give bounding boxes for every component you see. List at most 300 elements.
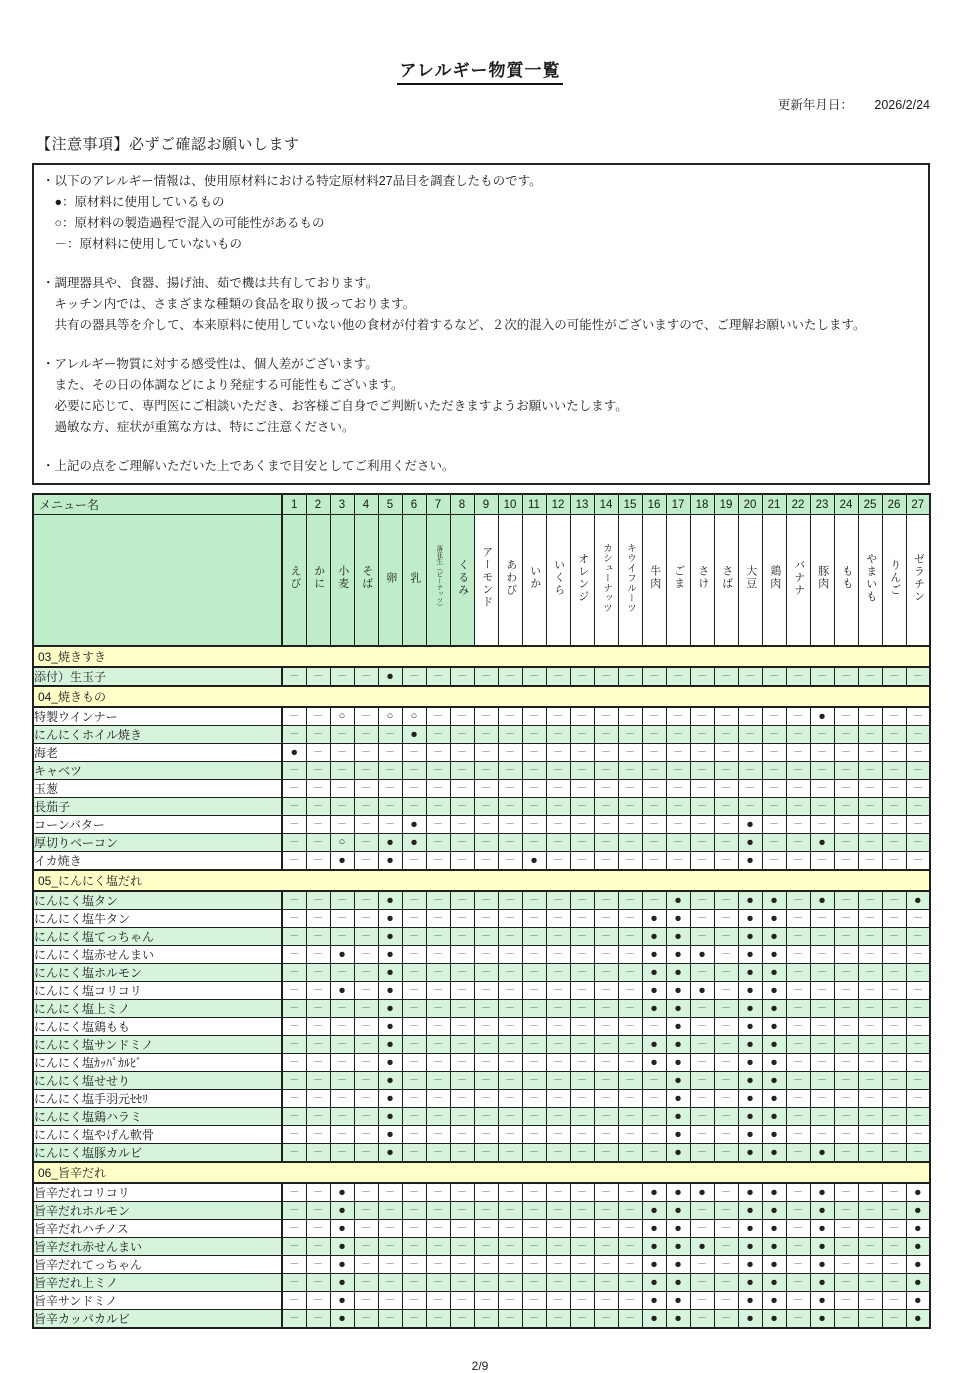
allergen-mark-cell: － bbox=[282, 928, 306, 946]
allergen-name-cell bbox=[714, 515, 738, 647]
allergen-mark-cell: － bbox=[858, 928, 882, 946]
allergen-mark-cell: － bbox=[642, 1072, 666, 1090]
allergen-mark-cell: － bbox=[426, 964, 450, 982]
allergen-mark-cell: ● bbox=[402, 834, 426, 852]
menu-row bbox=[33, 762, 930, 780]
allergen-mark-cell: － bbox=[594, 1072, 618, 1090]
allergen-mark-cell: － bbox=[354, 982, 378, 1000]
allergen-mark-cell: － bbox=[282, 762, 306, 780]
allergen-mark-cell: － bbox=[282, 1310, 306, 1329]
updated-date-line bbox=[0, 95, 930, 113]
allergen-mark-cell: － bbox=[618, 1036, 642, 1054]
allergen-mark-cell: ● bbox=[666, 1072, 690, 1090]
allergen-mark-cell: － bbox=[858, 798, 882, 816]
allergen-mark-cell: － bbox=[426, 1220, 450, 1238]
allergen-mark-cell: － bbox=[714, 1310, 738, 1329]
allergen-mark-cell: － bbox=[282, 964, 306, 982]
allergen-mark-cell: － bbox=[570, 726, 594, 744]
allergen-mark-cell: － bbox=[498, 964, 522, 982]
allergen-mark-cell: － bbox=[546, 798, 570, 816]
allergen-mark-cell: － bbox=[474, 1256, 498, 1274]
allergen-mark-cell: － bbox=[618, 1090, 642, 1108]
page-number: 2/9 bbox=[471, 1359, 489, 1373]
allergen-mark-cell: － bbox=[282, 1274, 306, 1292]
allergen-mark-cell: － bbox=[690, 780, 714, 798]
menu-row bbox=[33, 816, 930, 834]
allergen-mark-cell: － bbox=[906, 1018, 930, 1036]
allergen-mark-cell: － bbox=[882, 1183, 906, 1202]
allergen-mark-cell: ● bbox=[738, 891, 762, 910]
allergen-mark-cell: － bbox=[474, 1292, 498, 1310]
allergen-mark-cell: － bbox=[546, 982, 570, 1000]
allergen-mark-cell: － bbox=[474, 1018, 498, 1036]
allergen-mark-cell: － bbox=[522, 798, 546, 816]
allergen-mark-cell: ● bbox=[642, 1054, 666, 1072]
notice-line: 必要に応じて、専門医にご相談いただき、お客様ご自身でご判断いただきますようお願いいたします。 bbox=[42, 399, 628, 413]
allergen-mark-cell: － bbox=[354, 816, 378, 834]
menu-row bbox=[33, 744, 930, 762]
allergen-mark-cell: － bbox=[426, 1292, 450, 1310]
allergen-mark-cell: － bbox=[858, 1202, 882, 1220]
allergen-number-cell: 20 bbox=[738, 494, 762, 515]
allergen-mark-cell: － bbox=[858, 1054, 882, 1072]
allergen-mark-cell: － bbox=[474, 834, 498, 852]
allergen-mark-cell: － bbox=[426, 726, 450, 744]
allergen-mark-cell: － bbox=[714, 964, 738, 982]
allergen-mark-cell: ● bbox=[642, 1274, 666, 1292]
allergen-mark-cell: － bbox=[522, 834, 546, 852]
allergen-mark-cell: － bbox=[714, 744, 738, 762]
allergen-mark-cell: － bbox=[786, 1292, 810, 1310]
allergen-name-vertical-text: 落花生（ピーナッツ） bbox=[435, 545, 443, 610]
allergen-mark-cell: － bbox=[594, 928, 618, 946]
allergen-mark-cell: － bbox=[306, 1238, 330, 1256]
allergen-mark-cell: － bbox=[762, 707, 786, 726]
allergen-mark-cell: － bbox=[906, 910, 930, 928]
allergen-mark-cell: － bbox=[570, 1310, 594, 1329]
allergen-mark-cell: － bbox=[570, 1144, 594, 1163]
allergen-mark-cell: － bbox=[354, 798, 378, 816]
allergen-number-cell: 15 bbox=[618, 494, 642, 515]
allergen-mark-cell: － bbox=[594, 1000, 618, 1018]
allergen-table-body bbox=[33, 646, 930, 1328]
allergen-mark-cell: － bbox=[498, 816, 522, 834]
allergen-mark-cell: － bbox=[810, 1090, 834, 1108]
menu-name-cell: にんにく塩サンドミノ bbox=[33, 1036, 282, 1054]
allergen-mark-cell: － bbox=[714, 798, 738, 816]
allergen-mark-cell: － bbox=[906, 1000, 930, 1018]
allergen-mark-cell: － bbox=[882, 744, 906, 762]
allergen-mark-cell: － bbox=[906, 928, 930, 946]
allergen-mark-cell: － bbox=[426, 1126, 450, 1144]
allergen-mark-cell: － bbox=[306, 1126, 330, 1144]
notice-line: ・調理器具や、食器、揚げ油、茹で機は共有しております。 bbox=[42, 276, 379, 290]
allergen-mark-cell: － bbox=[906, 780, 930, 798]
allergen-mark-cell: － bbox=[570, 1183, 594, 1202]
allergen-mark-cell: － bbox=[570, 780, 594, 798]
allergen-mark-cell: ● bbox=[738, 1144, 762, 1163]
allergen-mark-cell: － bbox=[522, 762, 546, 780]
allergen-mark-cell: － bbox=[354, 1202, 378, 1220]
allergen-mark-cell: － bbox=[594, 891, 618, 910]
allergen-mark-cell: － bbox=[786, 891, 810, 910]
allergen-name-cell bbox=[666, 515, 690, 647]
allergen-mark-cell: － bbox=[858, 1220, 882, 1238]
allergen-mark-cell: － bbox=[450, 928, 474, 946]
allergen-mark-cell: － bbox=[882, 852, 906, 871]
allergen-mark-cell: － bbox=[786, 1256, 810, 1274]
allergen-mark-cell: － bbox=[834, 744, 858, 762]
allergen-mark-cell: － bbox=[498, 891, 522, 910]
allergen-mark-cell: － bbox=[498, 707, 522, 726]
allergen-mark-cell: ● bbox=[906, 1292, 930, 1310]
allergen-mark-cell: ● bbox=[810, 1256, 834, 1274]
allergen-mark-cell: － bbox=[666, 834, 690, 852]
allergen-mark-cell: － bbox=[570, 852, 594, 871]
menu-name-cell: 旨辛だれ上ミノ bbox=[33, 1274, 282, 1292]
allergen-mark-cell: － bbox=[618, 1054, 642, 1072]
allergen-mark-cell: － bbox=[810, 946, 834, 964]
allergen-mark-cell: ● bbox=[738, 1036, 762, 1054]
allergen-mark-cell: － bbox=[546, 1238, 570, 1256]
allergen-name-cell bbox=[450, 515, 474, 647]
allergen-number-cell: 5 bbox=[378, 494, 402, 515]
allergen-mark-cell: － bbox=[642, 816, 666, 834]
allergen-mark-cell: － bbox=[498, 910, 522, 928]
allergen-mark-cell: － bbox=[618, 1183, 642, 1202]
allergen-mark-cell: － bbox=[450, 1202, 474, 1220]
allergen-mark-cell: － bbox=[594, 1126, 618, 1144]
allergen-mark-cell: － bbox=[882, 1108, 906, 1126]
allergen-name-cell bbox=[402, 515, 426, 647]
allergen-mark-cell: － bbox=[594, 1054, 618, 1072]
allergen-mark-cell: ● bbox=[762, 910, 786, 928]
allergen-mark-cell: － bbox=[354, 707, 378, 726]
allergen-mark-cell: － bbox=[882, 816, 906, 834]
allergen-mark-cell: － bbox=[618, 928, 642, 946]
allergen-mark-cell: － bbox=[354, 1238, 378, 1256]
allergen-mark-cell: － bbox=[570, 744, 594, 762]
allergen-mark-cell: － bbox=[402, 798, 426, 816]
allergen-mark-cell: ● bbox=[330, 982, 354, 1000]
allergen-mark-cell: － bbox=[522, 667, 546, 686]
allergen-mark-cell: － bbox=[282, 667, 306, 686]
allergen-mark-cell: － bbox=[618, 744, 642, 762]
allergen-mark-cell: － bbox=[882, 707, 906, 726]
allergen-mark-cell: － bbox=[690, 798, 714, 816]
allergen-mark-cell: － bbox=[402, 1000, 426, 1018]
allergen-mark-cell: － bbox=[546, 1292, 570, 1310]
updated-date-value: 2026/2/24 bbox=[874, 98, 930, 112]
allergen-mark-cell: － bbox=[546, 1072, 570, 1090]
allergen-mark-cell: － bbox=[498, 1000, 522, 1018]
allergen-mark-cell: － bbox=[402, 1036, 426, 1054]
allergen-mark-cell: ● bbox=[738, 1310, 762, 1329]
allergen-mark-cell: ● bbox=[378, 1108, 402, 1126]
allergen-mark-cell: － bbox=[306, 1220, 330, 1238]
allergen-mark-cell: － bbox=[714, 1126, 738, 1144]
allergen-mark-cell: － bbox=[834, 946, 858, 964]
allergen-number-cell: 23 bbox=[810, 494, 834, 515]
allergen-mark-cell: － bbox=[858, 891, 882, 910]
menu-row bbox=[33, 852, 930, 871]
allergen-mark-cell: ● bbox=[402, 816, 426, 834]
allergen-mark-cell: － bbox=[306, 928, 330, 946]
allergen-mark-cell: － bbox=[426, 1090, 450, 1108]
section-header-row bbox=[33, 646, 930, 667]
allergen-mark-cell: － bbox=[858, 1126, 882, 1144]
menu-row bbox=[33, 1126, 930, 1144]
menu-row bbox=[33, 667, 930, 686]
allergen-mark-cell: － bbox=[810, 816, 834, 834]
allergen-mark-cell: － bbox=[882, 1310, 906, 1329]
allergen-mark-cell: ● bbox=[378, 946, 402, 964]
allergen-mark-cell: － bbox=[834, 1144, 858, 1163]
allergen-mark-cell: － bbox=[450, 816, 474, 834]
allergen-mark-cell: － bbox=[450, 1220, 474, 1238]
allergen-mark-cell: － bbox=[354, 1072, 378, 1090]
menu-name-cell: イカ焼き bbox=[33, 852, 282, 871]
menu-row bbox=[33, 1090, 930, 1108]
allergen-mark-cell: － bbox=[522, 891, 546, 910]
allergen-mark-cell: － bbox=[570, 798, 594, 816]
allergen-mark-cell: － bbox=[498, 1202, 522, 1220]
allergen-mark-cell: － bbox=[498, 1018, 522, 1036]
allergen-mark-cell: － bbox=[450, 910, 474, 928]
allergen-mark-cell: － bbox=[882, 1054, 906, 1072]
allergen-mark-cell: － bbox=[450, 1238, 474, 1256]
allergen-mark-cell: ● bbox=[666, 928, 690, 946]
menu-name-cell: 旨辛だれハチノス bbox=[33, 1220, 282, 1238]
allergen-mark-cell: ● bbox=[762, 946, 786, 964]
allergen-mark-cell: － bbox=[546, 707, 570, 726]
allergen-mark-cell: － bbox=[594, 834, 618, 852]
allergen-mark-cell: － bbox=[642, 780, 666, 798]
allergen-number-cell: 17 bbox=[666, 494, 690, 515]
allergen-mark-cell: － bbox=[618, 1202, 642, 1220]
allergen-mark-cell: － bbox=[858, 762, 882, 780]
allergen-mark-cell: ● bbox=[642, 1292, 666, 1310]
allergen-mark-cell: － bbox=[474, 964, 498, 982]
allergen-mark-cell: － bbox=[786, 852, 810, 871]
allergen-mark-cell: － bbox=[354, 1018, 378, 1036]
allergen-mark-cell: － bbox=[522, 1292, 546, 1310]
allergen-mark-cell: － bbox=[666, 762, 690, 780]
allergen-mark-cell: － bbox=[522, 780, 546, 798]
allergen-mark-cell: － bbox=[834, 1072, 858, 1090]
allergen-mark-cell: － bbox=[306, 1072, 330, 1090]
allergen-mark-cell: － bbox=[642, 1018, 666, 1036]
allergen-number-cell: 8 bbox=[450, 494, 474, 515]
allergen-mark-cell: － bbox=[426, 1256, 450, 1274]
allergen-mark-cell: ● bbox=[762, 891, 786, 910]
allergen-mark-cell: － bbox=[498, 1220, 522, 1238]
allergen-mark-cell: － bbox=[522, 744, 546, 762]
allergen-mark-cell: ● bbox=[762, 1072, 786, 1090]
menu-name-cell: にんにく塩手羽元ｾｾﾘ bbox=[33, 1090, 282, 1108]
allergen-mark-cell: － bbox=[690, 707, 714, 726]
allergen-name-cell bbox=[690, 515, 714, 647]
allergen-mark-cell: － bbox=[282, 891, 306, 910]
allergen-mark-cell: － bbox=[690, 1292, 714, 1310]
allergen-name-vertical-text: えび bbox=[289, 565, 302, 590]
allergen-mark-cell: － bbox=[474, 1072, 498, 1090]
allergen-mark-cell: － bbox=[906, 946, 930, 964]
allergen-mark-cell: － bbox=[354, 780, 378, 798]
allergen-mark-cell: ● bbox=[738, 1108, 762, 1126]
allergen-mark-cell: ● bbox=[642, 1202, 666, 1220]
allergen-mark-cell: － bbox=[642, 834, 666, 852]
allergen-mark-cell: － bbox=[594, 798, 618, 816]
allergen-mark-cell: － bbox=[306, 798, 330, 816]
allergen-mark-cell: － bbox=[522, 1126, 546, 1144]
allergen-mark-cell: － bbox=[618, 816, 642, 834]
allergen-mark-cell: ● bbox=[378, 982, 402, 1000]
allergen-mark-cell: － bbox=[786, 744, 810, 762]
allergen-mark-cell: － bbox=[306, 946, 330, 964]
allergen-mark-cell: ● bbox=[762, 1018, 786, 1036]
allergen-number-cell: 21 bbox=[762, 494, 786, 515]
menu-row bbox=[33, 1220, 930, 1238]
allergen-mark-cell: － bbox=[330, 816, 354, 834]
allergen-mark-cell: ● bbox=[690, 946, 714, 964]
allergen-mark-cell: ● bbox=[666, 1036, 690, 1054]
allergen-mark-cell: － bbox=[882, 1202, 906, 1220]
allergen-mark-cell: － bbox=[378, 762, 402, 780]
allergen-mark-cell: － bbox=[426, 1202, 450, 1220]
allergen-mark-cell: － bbox=[402, 1220, 426, 1238]
allergen-mark-cell: － bbox=[858, 726, 882, 744]
allergen-mark-cell: － bbox=[450, 1108, 474, 1126]
allergen-mark-cell: － bbox=[690, 910, 714, 928]
allergen-mark-cell: － bbox=[786, 834, 810, 852]
allergen-mark-cell: － bbox=[402, 1018, 426, 1036]
allergen-mark-cell: － bbox=[714, 1108, 738, 1126]
allergen-mark-cell: － bbox=[690, 834, 714, 852]
allergen-mark-cell: － bbox=[834, 910, 858, 928]
allergen-mark-cell: － bbox=[330, 964, 354, 982]
allergen-mark-cell: － bbox=[858, 1036, 882, 1054]
allergen-mark-cell: － bbox=[834, 1054, 858, 1072]
allergen-mark-cell: ● bbox=[738, 1202, 762, 1220]
allergen-mark-cell: － bbox=[474, 744, 498, 762]
menu-name-cell: にんにくホイル焼き bbox=[33, 726, 282, 744]
allergen-mark-cell: － bbox=[618, 1108, 642, 1126]
allergen-mark-cell: － bbox=[810, 667, 834, 686]
allergen-mark-cell: ● bbox=[906, 1202, 930, 1220]
allergen-mark-cell: － bbox=[474, 1036, 498, 1054]
allergen-mark-cell: ● bbox=[642, 1036, 666, 1054]
allergen-mark-cell: － bbox=[858, 1238, 882, 1256]
menu-name-cell: にんにく塩赤せんまい bbox=[33, 946, 282, 964]
allergen-mark-cell: － bbox=[402, 780, 426, 798]
allergen-name-vertical-text: 豚肉 bbox=[816, 565, 829, 590]
allergen-mark-cell: ● bbox=[738, 964, 762, 982]
allergen-mark-cell: ● bbox=[666, 1108, 690, 1126]
allergen-mark-cell: － bbox=[714, 1274, 738, 1292]
allergen-mark-cell: ● bbox=[330, 852, 354, 871]
allergen-mark-cell: － bbox=[378, 744, 402, 762]
allergen-mark-cell: － bbox=[570, 1090, 594, 1108]
menu-name-cell: にんにく塩コリコリ bbox=[33, 982, 282, 1000]
menu-name-cell: 海老 bbox=[33, 744, 282, 762]
allergen-mark-cell: － bbox=[402, 1108, 426, 1126]
allergen-mark-cell: － bbox=[282, 1256, 306, 1274]
allergen-mark-cell: － bbox=[882, 982, 906, 1000]
allergen-mark-cell: ○ bbox=[378, 707, 402, 726]
allergen-mark-cell: － bbox=[594, 667, 618, 686]
allergen-mark-cell: ● bbox=[690, 1183, 714, 1202]
allergen-mark-cell: － bbox=[810, 1054, 834, 1072]
menu-row bbox=[33, 964, 930, 982]
allergen-mark-cell: － bbox=[570, 946, 594, 964]
allergen-mark-cell: ○ bbox=[330, 834, 354, 852]
allergen-mark-cell: － bbox=[858, 946, 882, 964]
allergen-mark-cell: － bbox=[594, 964, 618, 982]
menu-name-cell: にんにく塩豚カルビ bbox=[33, 1144, 282, 1163]
allergen-mark-cell: － bbox=[426, 780, 450, 798]
allergen-mark-cell: － bbox=[858, 964, 882, 982]
section-heading: 03_焼きすき bbox=[33, 646, 930, 667]
allergen-mark-cell: － bbox=[618, 762, 642, 780]
menu-name-cell: 添付）生玉子 bbox=[33, 667, 282, 686]
allergen-mark-cell: － bbox=[834, 1126, 858, 1144]
allergen-mark-cell: － bbox=[882, 910, 906, 928]
allergen-mark-cell: － bbox=[498, 1183, 522, 1202]
allergen-mark-cell: ● bbox=[762, 964, 786, 982]
allergen-mark-cell: － bbox=[642, 1108, 666, 1126]
allergen-number-cell: 1 bbox=[282, 494, 306, 515]
allergen-mark-cell: － bbox=[810, 726, 834, 744]
allergen-mark-cell: － bbox=[690, 1310, 714, 1329]
allergen-mark-cell: － bbox=[714, 928, 738, 946]
allergen-mark-cell: － bbox=[594, 852, 618, 871]
allergen-mark-cell: － bbox=[378, 1310, 402, 1329]
allergen-mark-cell: ● bbox=[810, 1292, 834, 1310]
allergen-mark-cell: － bbox=[570, 816, 594, 834]
allergen-mark-cell: － bbox=[402, 667, 426, 686]
notice-line: ○：原材料の製造過程で混入の可能性があるもの bbox=[42, 216, 325, 230]
allergen-mark-cell: － bbox=[522, 1202, 546, 1220]
menu-name-cell: にんにく塩牛タン bbox=[33, 910, 282, 928]
allergen-mark-cell: ● bbox=[642, 1220, 666, 1238]
allergen-mark-cell: － bbox=[354, 910, 378, 928]
allergen-mark-cell: － bbox=[906, 1072, 930, 1090]
allergen-mark-cell: － bbox=[570, 982, 594, 1000]
allergen-mark-cell: － bbox=[618, 1310, 642, 1329]
allergen-mark-cell: － bbox=[882, 798, 906, 816]
allergen-mark-cell: － bbox=[450, 780, 474, 798]
allergen-mark-cell: － bbox=[690, 1144, 714, 1163]
allergen-mark-cell: － bbox=[522, 1220, 546, 1238]
allergen-mark-cell: － bbox=[450, 1274, 474, 1292]
allergen-mark-cell: － bbox=[402, 852, 426, 871]
allergen-mark-cell: － bbox=[834, 1000, 858, 1018]
allergen-mark-cell: － bbox=[906, 964, 930, 982]
allergen-mark-cell: － bbox=[426, 762, 450, 780]
allergen-name-cell bbox=[738, 515, 762, 647]
allergen-mark-cell: － bbox=[378, 1183, 402, 1202]
allergen-mark-cell: － bbox=[618, 1274, 642, 1292]
allergen-mark-cell: － bbox=[282, 1036, 306, 1054]
allergen-mark-cell: － bbox=[882, 1256, 906, 1274]
allergen-mark-cell: － bbox=[714, 1238, 738, 1256]
allergen-mark-cell: － bbox=[762, 852, 786, 871]
allergen-mark-cell: － bbox=[402, 1072, 426, 1090]
allergen-mark-cell: ● bbox=[738, 1126, 762, 1144]
allergen-mark-cell: － bbox=[306, 982, 330, 1000]
allergen-mark-cell: － bbox=[666, 852, 690, 871]
